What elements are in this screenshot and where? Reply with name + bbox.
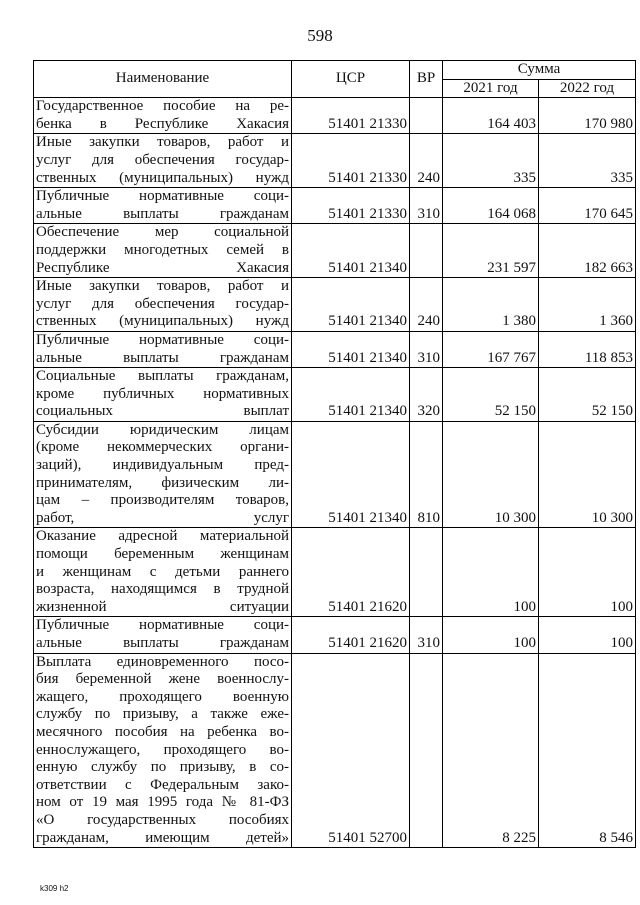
row-name	[34, 224, 292, 278]
row-name-line: Обеспечение мер социальной	[36, 224, 289, 241]
row-name-line: помощи беременным женщинам	[36, 546, 289, 563]
row-name	[34, 528, 292, 617]
row-sum-2021: 231 597	[443, 224, 539, 278]
row-name-line: Иные закупки товаров, работ и	[36, 134, 289, 151]
row-sum-2021: 8 225	[443, 653, 539, 848]
header-2022: 2022 год	[539, 79, 636, 98]
row-csr: 51401 21330	[292, 188, 410, 224]
row-name-line: енную службу по призыву, в со-	[36, 759, 289, 776]
row-name-line: Социальные выплаты гражданам,	[36, 368, 289, 385]
row-sum-2022: 8 546	[539, 653, 636, 848]
page-number: 598	[307, 26, 333, 45]
row-name-line: Публичные нормативные соци-	[36, 331, 289, 348]
row-csr: 51401 52700	[292, 653, 410, 848]
row-name	[34, 421, 292, 528]
row-name-line: социальных выплат	[36, 403, 289, 420]
row-name	[34, 653, 292, 848]
row-name-line: альные выплаты гражданам	[36, 349, 289, 366]
row-sum-2021: 164 068	[443, 188, 539, 224]
row-name	[34, 368, 292, 422]
row-vr: 320	[410, 368, 443, 422]
row-name-line: заций), индивидуальным пред-	[36, 457, 289, 474]
row-sum-2022: 52 150	[539, 368, 636, 422]
header-csr: ЦСР	[292, 61, 410, 98]
table-body	[34, 98, 636, 848]
row-sum-2021: 100	[443, 528, 539, 617]
row-name-line: Публичные нормативные соци-	[36, 617, 289, 634]
row-sum-2021: 1 380	[443, 278, 539, 332]
row-sum-2021: 164 403	[443, 98, 539, 134]
row-name-line: (кроме некоммерческих органи-	[36, 439, 289, 456]
table-row	[34, 134, 636, 188]
table-row	[34, 368, 636, 422]
row-name-line: ственных (муниципальных) нужд	[36, 169, 289, 186]
row-name-line: ном от 19 мая 1995 года № 81-ФЗ	[36, 794, 289, 811]
row-name-line: жащего, проходящего военную	[36, 688, 289, 705]
row-name-line: кроме публичных нормативных	[36, 385, 289, 402]
row-sum-2022: 182 663	[539, 224, 636, 278]
row-sum-2022: 170 645	[539, 188, 636, 224]
row-sum-2022: 100	[539, 617, 636, 653]
table-row	[34, 421, 636, 528]
table-row	[34, 331, 636, 367]
row-name-line: и женщинам с детьми раннего	[36, 563, 289, 580]
row-name	[34, 98, 292, 134]
row-name-line: Субсидии юридическим лицам	[36, 421, 289, 438]
row-sum-2022: 335	[539, 134, 636, 188]
row-sum-2022: 118 853	[539, 331, 636, 367]
row-sum-2021: 10 300	[443, 421, 539, 528]
row-csr: 51401 21620	[292, 617, 410, 653]
row-name-line: поддержки многодетных семей в	[36, 241, 289, 258]
footer-code: k309 h2	[40, 884, 69, 893]
row-sum-2022: 170 980	[539, 98, 636, 134]
row-sum-2022: 1 360	[539, 278, 636, 332]
row-name	[34, 278, 292, 332]
row-vr	[410, 98, 443, 134]
table-row	[34, 224, 636, 278]
row-name-line: Оказание адресной материальной	[36, 528, 289, 545]
row-name-line: службу по призыву, а также еже-	[36, 706, 289, 723]
row-name-line: альные выплаты гражданам	[36, 205, 289, 222]
row-name-line: ответствии с Федеральным зако-	[36, 776, 289, 793]
row-name-line: Выплата единовременного посо-	[36, 653, 289, 670]
row-name	[34, 331, 292, 367]
row-sum-2022: 100	[539, 528, 636, 617]
header-row	[34, 61, 636, 80]
table-row	[34, 278, 636, 332]
row-name-line: гражданам, имеющим детей»	[36, 829, 289, 846]
row-vr: 240	[410, 134, 443, 188]
row-csr: 51401 21620	[292, 528, 410, 617]
row-sum-2022: 10 300	[539, 421, 636, 528]
header-vr: ВР	[410, 61, 443, 98]
row-vr: 310	[410, 188, 443, 224]
row-name-line: альные выплаты гражданам	[36, 635, 289, 651]
table-row	[34, 188, 636, 224]
row-name-line: бенка в Республике Хакасия	[36, 115, 289, 132]
row-csr: 51401 21330	[292, 134, 410, 188]
row-sum-2021: 52 150	[443, 368, 539, 422]
row-name-line: принимателям, физическим ли-	[36, 474, 289, 491]
row-name-line: цам – производителям товаров,	[36, 492, 289, 509]
row-name-line: бия беременной жене военнослу-	[36, 671, 289, 688]
row-name-line: работ, услуг	[36, 509, 289, 526]
row-csr: 51401 21340	[292, 224, 410, 278]
row-csr: 51401 21340	[292, 278, 410, 332]
row-csr: 51401 21340	[292, 331, 410, 367]
row-name	[34, 617, 292, 653]
table-row	[34, 617, 636, 653]
row-vr: 310	[410, 617, 443, 653]
row-name-line: возраста, находящимся в трудной	[36, 581, 289, 598]
table-row	[34, 653, 636, 848]
row-name	[34, 188, 292, 224]
header-sum: Сумма	[443, 61, 636, 80]
row-name	[34, 134, 292, 188]
row-name-line: месячного пособия на ребенка во-	[36, 723, 289, 740]
row-csr: 51401 21330	[292, 98, 410, 134]
row-vr	[410, 224, 443, 278]
row-name-line: ственных (муниципальных) нужд	[36, 313, 289, 330]
row-csr: 51401 21340	[292, 368, 410, 422]
row-vr: 310	[410, 331, 443, 367]
row-sum-2021: 167 767	[443, 331, 539, 367]
header-name: Наименование	[34, 61, 292, 98]
row-name-line: жизненной ситуации	[36, 598, 289, 615]
row-vr: 810	[410, 421, 443, 528]
row-csr: 51401 21340	[292, 421, 410, 528]
row-vr	[410, 528, 443, 617]
row-name-line: Иные закупки товаров, работ и	[36, 278, 289, 295]
row-vr	[410, 653, 443, 848]
header-2021: 2021 год	[443, 79, 539, 98]
row-sum-2021: 100	[443, 617, 539, 653]
row-name-line: Республике Хакасия	[36, 259, 289, 276]
row-name-line: «О государственных пособиях	[36, 811, 289, 828]
table-row	[34, 98, 636, 134]
row-name-line: Государственное пособие на ре-	[36, 98, 289, 115]
budget-table	[33, 60, 636, 848]
row-name-line: услуг для обеспечения государ-	[36, 151, 289, 168]
row-sum-2021: 335	[443, 134, 539, 188]
table-row	[34, 528, 636, 617]
row-name-line: услуг для обеспечения государ-	[36, 295, 289, 312]
row-name-line: Публичные нормативные соци-	[36, 188, 289, 205]
row-vr: 240	[410, 278, 443, 332]
row-name-line: еннослужащего, проходящего во-	[36, 741, 289, 758]
